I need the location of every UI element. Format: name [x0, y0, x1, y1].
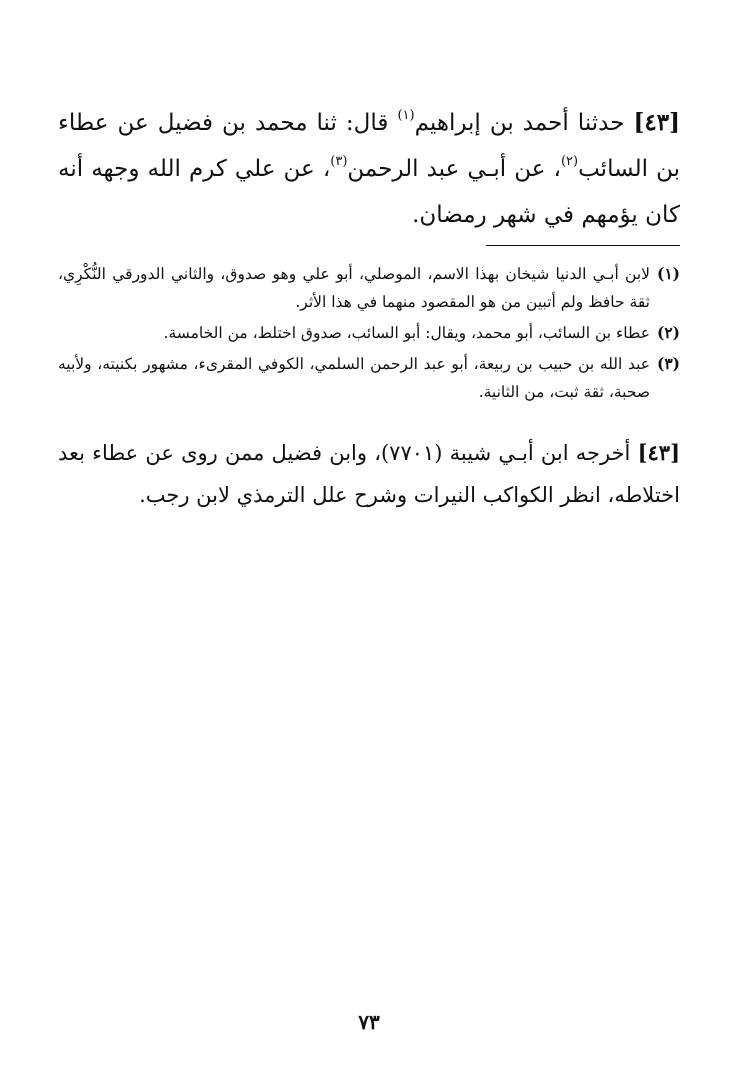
- footnote-item: [58, 350, 680, 406]
- footnote-item: [58, 319, 680, 347]
- footnote-text: لابن أبـي الدنيا شيخان بهذا الاسم، الموصلي، أبو علي وهو صدوق، والثاني الدورقي النُّكْرِي، ثقة حافظ ولم أتبين من هو المقصود منهما في هذا الأثر.: [58, 265, 650, 311]
- footnote-ref-3: (٣): [330, 154, 348, 169]
- hadith-number: [٤٣]: [633, 109, 680, 136]
- footnote-item: [58, 260, 680, 316]
- footnote-text: عبد الله بن حبيب بن ربيعة، أبو عبد الرحمن السلمي، الكوفي المقرىء، مشهور بكنيته، ولأبيه صحبة، ثقة ثبت، من الثانية.: [58, 355, 650, 401]
- takhrij-commentary: [58, 432, 680, 516]
- footnote-ref-2: (٢): [560, 154, 579, 169]
- hadith-text-part4: ، عن علي كرم الله وجهه أنه كان يؤمهم في شهر رمضان.: [58, 156, 680, 228]
- hadith-text-part3: ، عن أبـي عبد الرحمن: [347, 156, 561, 182]
- hadith-text-part1: حدثنا أحمد بن إبراهيم: [414, 110, 625, 136]
- commentary-text: أخرجه ابن أبـي شيبة (٧٧٠١)، وابن فضيل ممن روى عن عطاء بعد اختلاطه، انظر الكواكب النيرات وشرح علل الترمذي لابن رجب.: [58, 441, 680, 507]
- footnote-ref-1: (١): [397, 108, 415, 123]
- page-number: ٧٣: [358, 1010, 380, 1034]
- footnote-number: (٢): [656, 323, 680, 342]
- footnote-separator: [486, 245, 680, 246]
- hadith-text: [58, 100, 680, 238]
- hadith-text-part2: قال: ثنا محمد بن فضيل عن عطاء بن السائب: [58, 110, 680, 182]
- footnote-number: (١): [656, 264, 680, 283]
- footnote-text: عطاء بن السائب، أبو محمد، ويقال: أبو السائب، صدوق اختلط، من الخامسة.: [163, 324, 650, 342]
- footnote-number: (٣): [656, 354, 680, 373]
- footnotes: [58, 260, 680, 409]
- commentary-number: [٤٣]: [637, 440, 680, 465]
